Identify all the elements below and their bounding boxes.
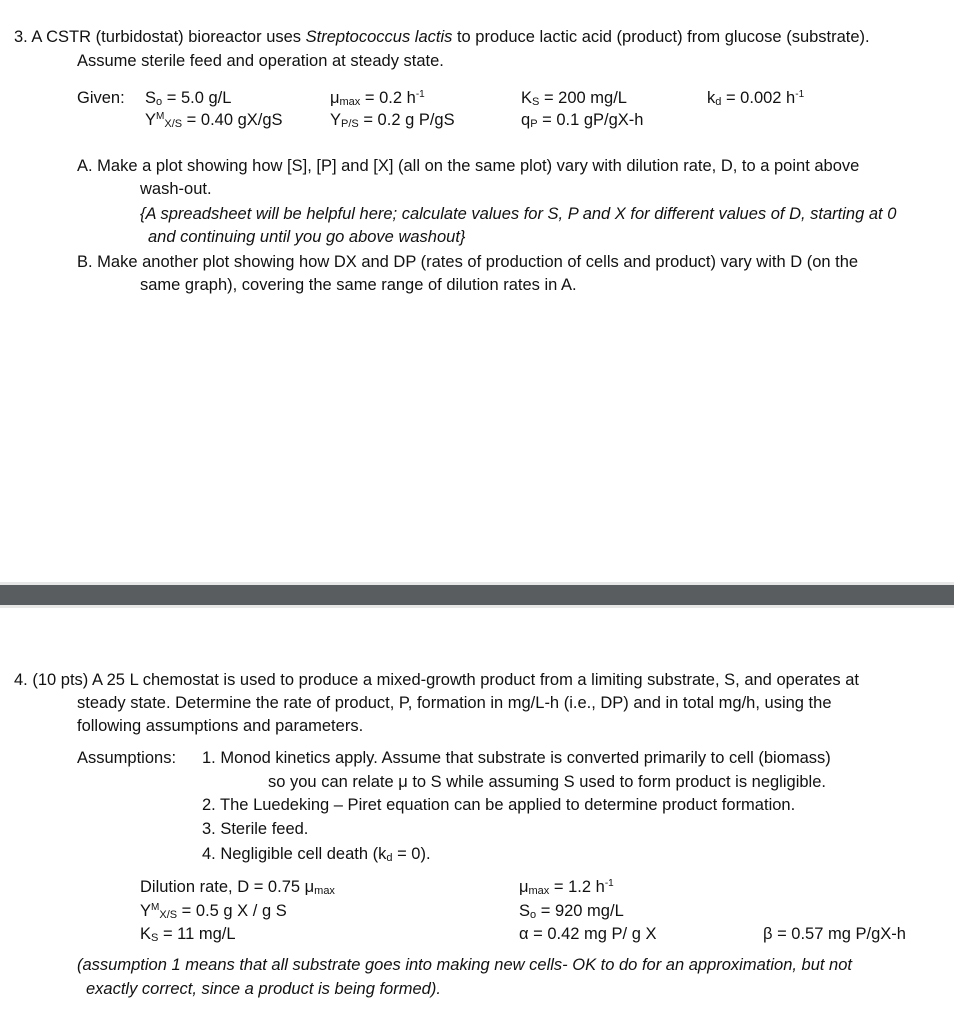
param-ks: KS = 200 mg/L [521,89,627,108]
param-ks-4: KS = 11 mg/L [140,925,236,944]
param-so-4: So = 920 mg/L [519,902,624,921]
page-divider [0,585,954,605]
p4-note-line2: exactly correct, since a product is being formed). [86,980,441,998]
organism-name: Streptococcus lactis [305,28,453,46]
assumption-4: 4. Negligible cell death (kd = 0). [202,845,431,864]
param-so: So = 5.0 g/L [145,89,232,108]
param-mumax-4: μmax = 1.2 $h^{-1}$ [519,878,614,897]
part-a-note2: and continuing until you go above washout} [148,228,466,246]
part-b-line1: B. Make another plot showing how DX and DP (rates of production of cells and product) vary with D (on the [77,253,859,271]
param-alpha: α = 0.42 mg P/ g X [519,925,657,943]
part-a-line1: A. Make a plot showing how [S], [P] and [X] (all on the same plot) vary with dilution rate, D, to a point above [77,157,860,175]
param-dilution-rate: Dilution rate, D = 0.75 μmax [140,878,335,897]
part-a-line2: wash-out. [140,180,212,198]
param-qp: qP = 0.1 gP/gX-h [521,111,644,130]
p4-note-line1: (assumption 1 means that all substrate goes into making new cells- OK to do for an approximation, but not [77,956,852,974]
given-label: Given: [77,89,125,107]
assumption-1: 1. Monod kinetics apply. Assume that substrate is converted primarily to cell (biomass) [202,749,831,767]
part-b-line2: same graph), covering the same range of dilution rates in A. [140,276,577,294]
p3-intro-line2: Assume sterile feed and operation at steady state. [77,52,444,70]
param-yield-xs: $Y^MX/S = 0.40$ gX/gS [145,111,283,130]
p4-intro-line2: steady state. Determine the rate of product, P, formation in mg/L-h (i.e., DP) and in total mg/h, using the [77,694,832,712]
param-yield-xs-4: $Y^MX/S = 0.5$ g X / g S [140,902,287,921]
assumptions-label: Assumptions: [77,749,177,767]
p3-intro-line1: 3. A CSTR (turbidostat) bioreactor uses Streptococcus lactis to produce lactic acid (product) from glucose (substrate). [14,28,870,46]
divider-highlight-bottom [0,605,954,608]
param-kd: kd = 0.002 $h^{-1}$ [707,89,805,108]
param-beta: β = 0.57 mg P/gX-h [763,925,906,943]
p4-intro-line3: following assumptions and parameters. [77,717,364,735]
p4-intro-line1: 4. (10 pts) A 25 L chemostat is used to produce a mixed-growth product from a limiting substrate, S, and operates at [14,671,859,689]
param-yield-ps: YP/S = 0.2 g P/gS [330,111,455,130]
param-mumax: μmax = 0.2 $h^{-1}$ [330,89,425,108]
assumption-1-cont: so you can relate μ to S while assuming S used to form product is negligible. [268,773,826,791]
part-a-note1: {A spreadsheet will be helpful here; calculate values for S, P and X for different values of D, starting at 0 [140,205,897,223]
assumption-2: 2. The Luedeking – Piret equation can be applied to determine product formation. [202,796,796,814]
assumption-3: 3. Sterile feed. [202,820,309,838]
